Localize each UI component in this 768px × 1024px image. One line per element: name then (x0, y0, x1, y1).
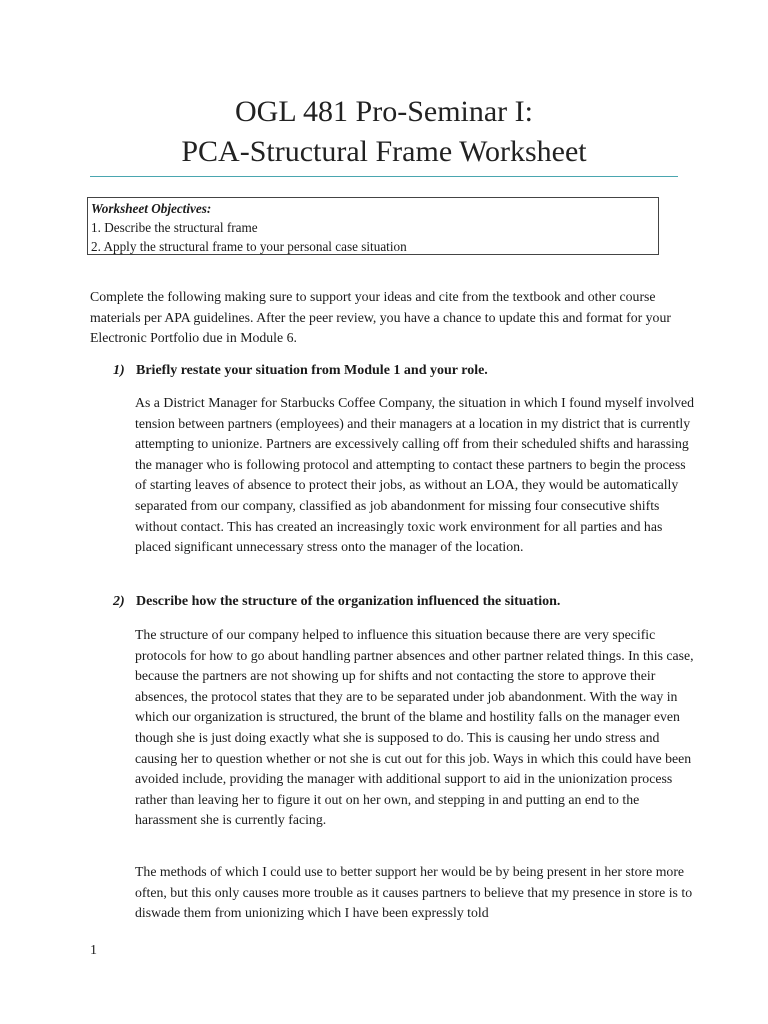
answer-paragraph: The methods of which I could use to better support her would be by being present in her store more often, but this only causes more trouble as it causes partners to believe that my presence in store is to diswade them from unionizing which I have been expressly told (135, 864, 693, 921)
question-prompt: Briefly restate your situation from Module 1 and your role. (136, 363, 488, 378)
answer-paragraph: The structure of our company helped to influence this situation because there are very specific protocols for how to go about handling partner absences and other partner related things. In this case, because the partners are not showing up for shifts and not contacting the store to approve their absences, the protocol states that they are to be separated under job abandonment. With the way in which our organization is structured, the brunt of the blame and hostility falls on the manager even though she is just doing exactly what she is supposed to do. This is causing her undo stress and causing her to question whether or not she is cut out for this job. Ways in which this could have been avoided include, providing the manager with additional support to aid in the unionization process rather than leaving her to figure it out on her own, and stepping in and putting an end to the harassment she is currently facing. (135, 627, 694, 828)
title-divider (90, 176, 678, 177)
objectives-box (87, 197, 659, 255)
page-number: 1 (90, 943, 97, 958)
question-number: 2) (113, 594, 125, 609)
objective-item: 2. Apply the structural frame to your personal case situation (91, 239, 407, 254)
question-number: 1) (113, 363, 125, 378)
objective-item: 1. Describe the structural frame (91, 220, 258, 235)
document-title-line2: PCA-Structural Frame Worksheet (181, 135, 587, 168)
objectives-heading: Worksheet Objectives: (91, 201, 212, 216)
intro-paragraph: Complete the following making sure to support your ideas and cite from the textbook and other course materials per APA guidelines. After the peer review, you have a chance to update this and format for your Electronic Portfolio due in Module 6. (90, 289, 671, 346)
document-title-line1: OGL 481 Pro-Seminar I: (234, 95, 533, 128)
question-prompt: Describe how the structure of the organization influenced the situation. (136, 594, 561, 609)
answer-paragraph: As a District Manager for Starbucks Coffee Company, the situation in which I found myself involved tension between partners (employees) and their managers at a location in my district that is currently attempting to unionize. Partners are excessively calling off from their scheduled shifts and harassing the manager who is following protocol and attempting to contact these partners to begin the process of starting leaves of absence to protect their jobs, as without an LOA, they would be automatically separated from our company, classified as job abandonment for missing four consecutive shifts without contact. This has created an increasingly toxic work environment for all parties and has placed significant unnecessary stress onto the manager of the location. (135, 395, 695, 555)
